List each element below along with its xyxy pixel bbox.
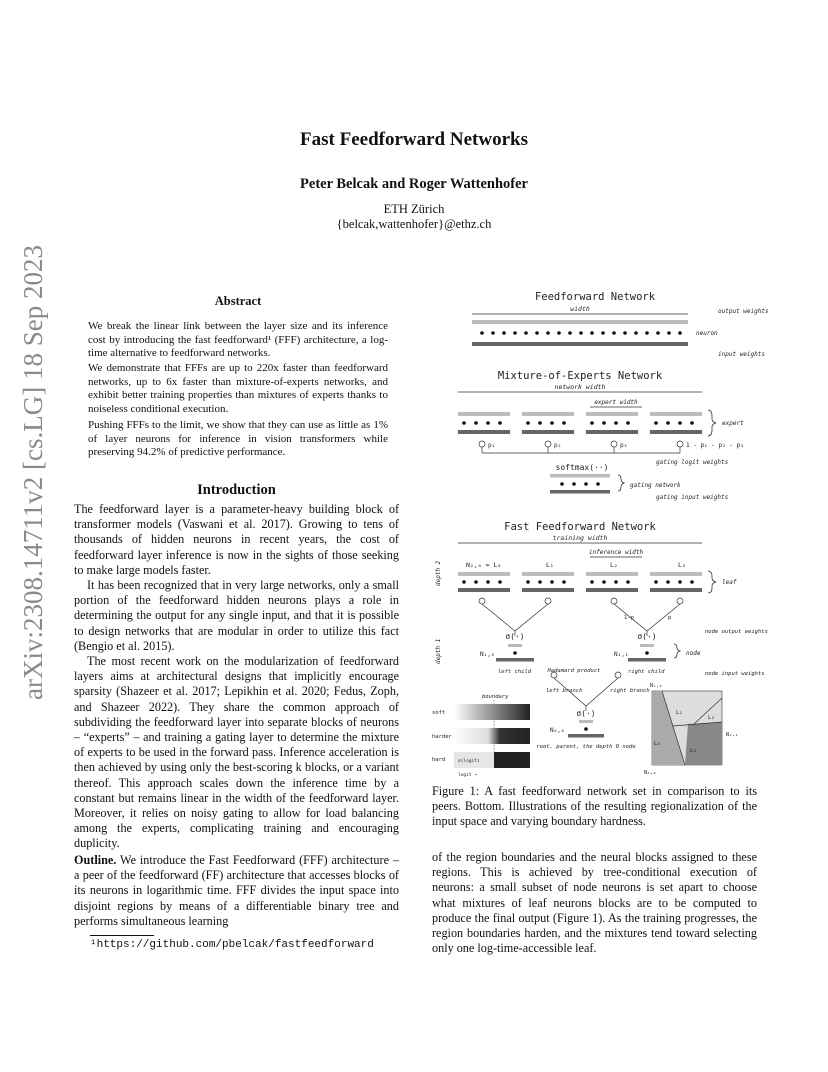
moe-expert-width: expert width — [594, 399, 638, 406]
region-l3 — [685, 722, 722, 765]
footnote-rule — [90, 935, 154, 936]
fff-sigma-right: σ(·) — [637, 632, 657, 641]
footnote-link[interactable]: ¹https://github.com/pbelcak/fastfeedforward — [90, 939, 374, 951]
abstract-heading: Abstract — [214, 294, 262, 308]
fff-one-minus-p: 1-p — [624, 615, 634, 621]
paper-authors: Peter Belcak and Roger Wattenhofer — [300, 176, 528, 192]
moe-title: Mixture-of-Experts Network — [497, 370, 663, 382]
outline-paragraph — [74, 853, 399, 929]
intro-paragraph-1: The feedforward layer is a parameter-heavy building block of transformer models (Vaswani et al. 2017). Growing to tens of thousands of hidden neurons in recent years, the cost of feedforward layer inference is now in the sights of those seeking to make large models faster. — [74, 502, 399, 577]
ff-input-bar — [472, 342, 688, 346]
ff-output-bar — [472, 320, 688, 324]
ff-neurons — [480, 331, 682, 335]
fff-hard-label: hard — [432, 757, 446, 763]
fff-title: Fast Feedforward Network — [504, 521, 656, 533]
arxiv-id: arXiv:2308.14711v2 [cs.LG] 18 Sep 2023 — [18, 245, 48, 700]
figure-1 — [430, 286, 769, 778]
fff-harder-bar — [454, 728, 530, 744]
fff-right-branch: right branch — [610, 688, 650, 694]
ff-width-label: width — [570, 305, 590, 313]
right-column-paragraph: of the region boundaries and the neural blocks assigned to these regions. This is achieved by tree-conditional execution of neurons: a small subset of node neurons is set apart to choose what mixtures of leaf neurons blocks are to be computed to produce the final output (Figure 1). As the training progresses, the region boundaries harden, and the mixtures tend toward selecting only one log-time-accessible leaf. — [432, 850, 757, 956]
fff-root-caption: root, parent, the depth 0 node — [536, 744, 636, 750]
intro-paragraph-3: The most recent work on the modularization of feedforward layers aims at architectural designs that implicitly encourage sparsity (Shazeer et al. 2017; Lepikhin et al. 2020; Fedus, Zoph, and Shazeer 2022). They share the common approach of subdividing the feedforward layer into separate blocks of neurons – “experts” – and training a gating layer to determine the mixture of experts to be used in the forward pass. Inference acceleration is then achieved by using only the best-scoring k blocks, or a variant thereof. This approach scales down the inference time by a constant but remains linear in the width of the feedforward layer. Moreover, it relies on noisy gating to allow for load balancing among the experts, complicating training and encouraging duplicity. — [74, 654, 399, 851]
fff-node-input-label: node input weights — [705, 671, 765, 677]
fff-inference-width: inference width — [588, 549, 644, 556]
paper-affiliation: ETH Zürich — [383, 202, 445, 216]
moe-gating-brace — [618, 475, 624, 491]
fff-n00-label: N₀,₀ — [550, 727, 565, 734]
ff-title: Feedforward Network — [534, 291, 656, 303]
region-n00-label: N₀,₀ — [644, 770, 657, 776]
fff-soft-bar — [454, 704, 530, 720]
moe-gating-input-bar — [550, 490, 610, 494]
moe-experts — [458, 412, 702, 434]
abstract-paragraph-1: We break the linear link between the layer size and its inference cost by introducing the fast feedforward¹ (FFF) architecture, a log-time alternative to feedforward networks. — [88, 320, 388, 360]
fff-leaf-label: leaf — [722, 579, 737, 586]
fff-logit-fn: σ(logit) — [458, 759, 480, 764]
paper-title: Fast Feedforward Networks — [300, 129, 528, 150]
fff-n11-label: N₁,₁ — [614, 651, 629, 658]
fff-logit-axis: logit → — [458, 773, 477, 778]
region-l1-label: L₁ — [676, 710, 683, 716]
outline-label: Outline. — [74, 853, 117, 867]
fff-leaf-brace — [708, 571, 716, 593]
moe-p1: p₁ — [488, 442, 496, 449]
introduction-heading: Introduction — [197, 482, 276, 498]
fff-right-child: right child — [628, 669, 665, 675]
fff-n10-label: N₁,₀ — [480, 651, 495, 658]
region-n11-label: N₁,₁ — [726, 732, 739, 738]
fff-left-branch: left branch — [546, 688, 583, 694]
abstract-paragraph-2: We demonstrate that FFFs are up to 220x faster than feedforward networks, up to 6x faster than mixture-of-experts networks, and exhibit better training properties than mixtures of experts thanks to noiseless conditional execution. — [88, 362, 388, 416]
moe-network-width: network width — [554, 383, 606, 391]
fff-depth1-label: depth 1 — [435, 638, 442, 664]
figure-caption: Figure 1: A fast feedforward network set in comparison to its peers. Bottom. Illustrations of the resulting regionalization of the input space and varying boundary hardness. — [432, 784, 757, 829]
ff-input-weights-label: input weights — [718, 351, 765, 358]
moe-gating-logit-label: gating logit weights — [656, 459, 729, 466]
ff-output-weights-label: output weights — [718, 308, 769, 315]
fff-depth2-label: depth 2 — [435, 560, 442, 586]
moe-gating-input-label: gating input weights — [656, 494, 729, 501]
moe-p3: p₃ — [620, 442, 628, 449]
outline-text: We introduce the Fast Feedforward (FFF) architecture – a peer of the feedforward (FF) architecture that accesses blocks of its neurons in logarithmic time. FFF divides the input space into disjoint regions by means of a differentiable binary tree and performs simultaneous learning — [74, 853, 399, 928]
fff-node-output-label: node output weights — [705, 629, 768, 635]
paper-email: {belcak,wattenhofer}@ethz.ch — [336, 217, 492, 231]
fff-soft-label: soft — [432, 710, 446, 716]
fff-l2-label: L₂ — [610, 561, 618, 569]
fff-boundary-label: boundary — [482, 694, 509, 700]
fff-leaves — [458, 572, 702, 592]
region-n10-label: N₁,₀ — [650, 683, 663, 689]
abstract-paragraph-3: Pushing FFFs to the limit, we show that they can use as little as 1% of layer neurons for inference in vision transformers while preserving 94.2% of predictive performance. — [88, 419, 388, 459]
region-l2-label: L₂ — [708, 715, 715, 721]
fff-p: p — [668, 615, 672, 621]
moe-gating-network-label: gating network — [630, 482, 681, 489]
ff-neuron-label: neuron — [696, 330, 718, 337]
intro-paragraph-2: It has been recognized that in very large networks, only a small portion of the feedforward hidden neurons plays a role in determining the output for any single input, and that it is possible to design networks that are modular in order to utilize this fact (Bengio et al. 2015). — [74, 578, 399, 653]
moe-gates — [479, 441, 683, 453]
fff-node-label: node — [686, 650, 701, 657]
fff-hard-bar-right — [494, 752, 530, 768]
fff-sigma-root: σ(·) — [576, 709, 596, 718]
moe-p4: 1 - p₁ - p₂ - p₃ — [686, 442, 744, 449]
fff-l1-label: L₁ — [546, 561, 554, 569]
region-l0-label: L₀ — [654, 741, 661, 747]
moe-gating-logit-bar — [550, 474, 610, 478]
moe-expert-label: expert — [722, 420, 744, 427]
fff-training-width: training width — [552, 534, 608, 542]
moe-p2: p₂ — [554, 442, 562, 449]
fff-harder-label: harder — [432, 734, 452, 740]
fff-sigma-left: σ(·) — [505, 632, 525, 641]
fff-n20-label: N₂,₀ = L₀ — [466, 561, 502, 569]
fff-l3-label: L₃ — [678, 561, 686, 569]
fff-hadamard: Hadamard product — [547, 668, 601, 674]
region-l3-label: L₃ — [690, 748, 697, 754]
fff-root-branches — [554, 678, 618, 711]
moe-expert-brace — [708, 410, 716, 436]
fff-left-child: left child — [498, 669, 532, 675]
moe-softmax: softmax(··) — [555, 463, 609, 472]
